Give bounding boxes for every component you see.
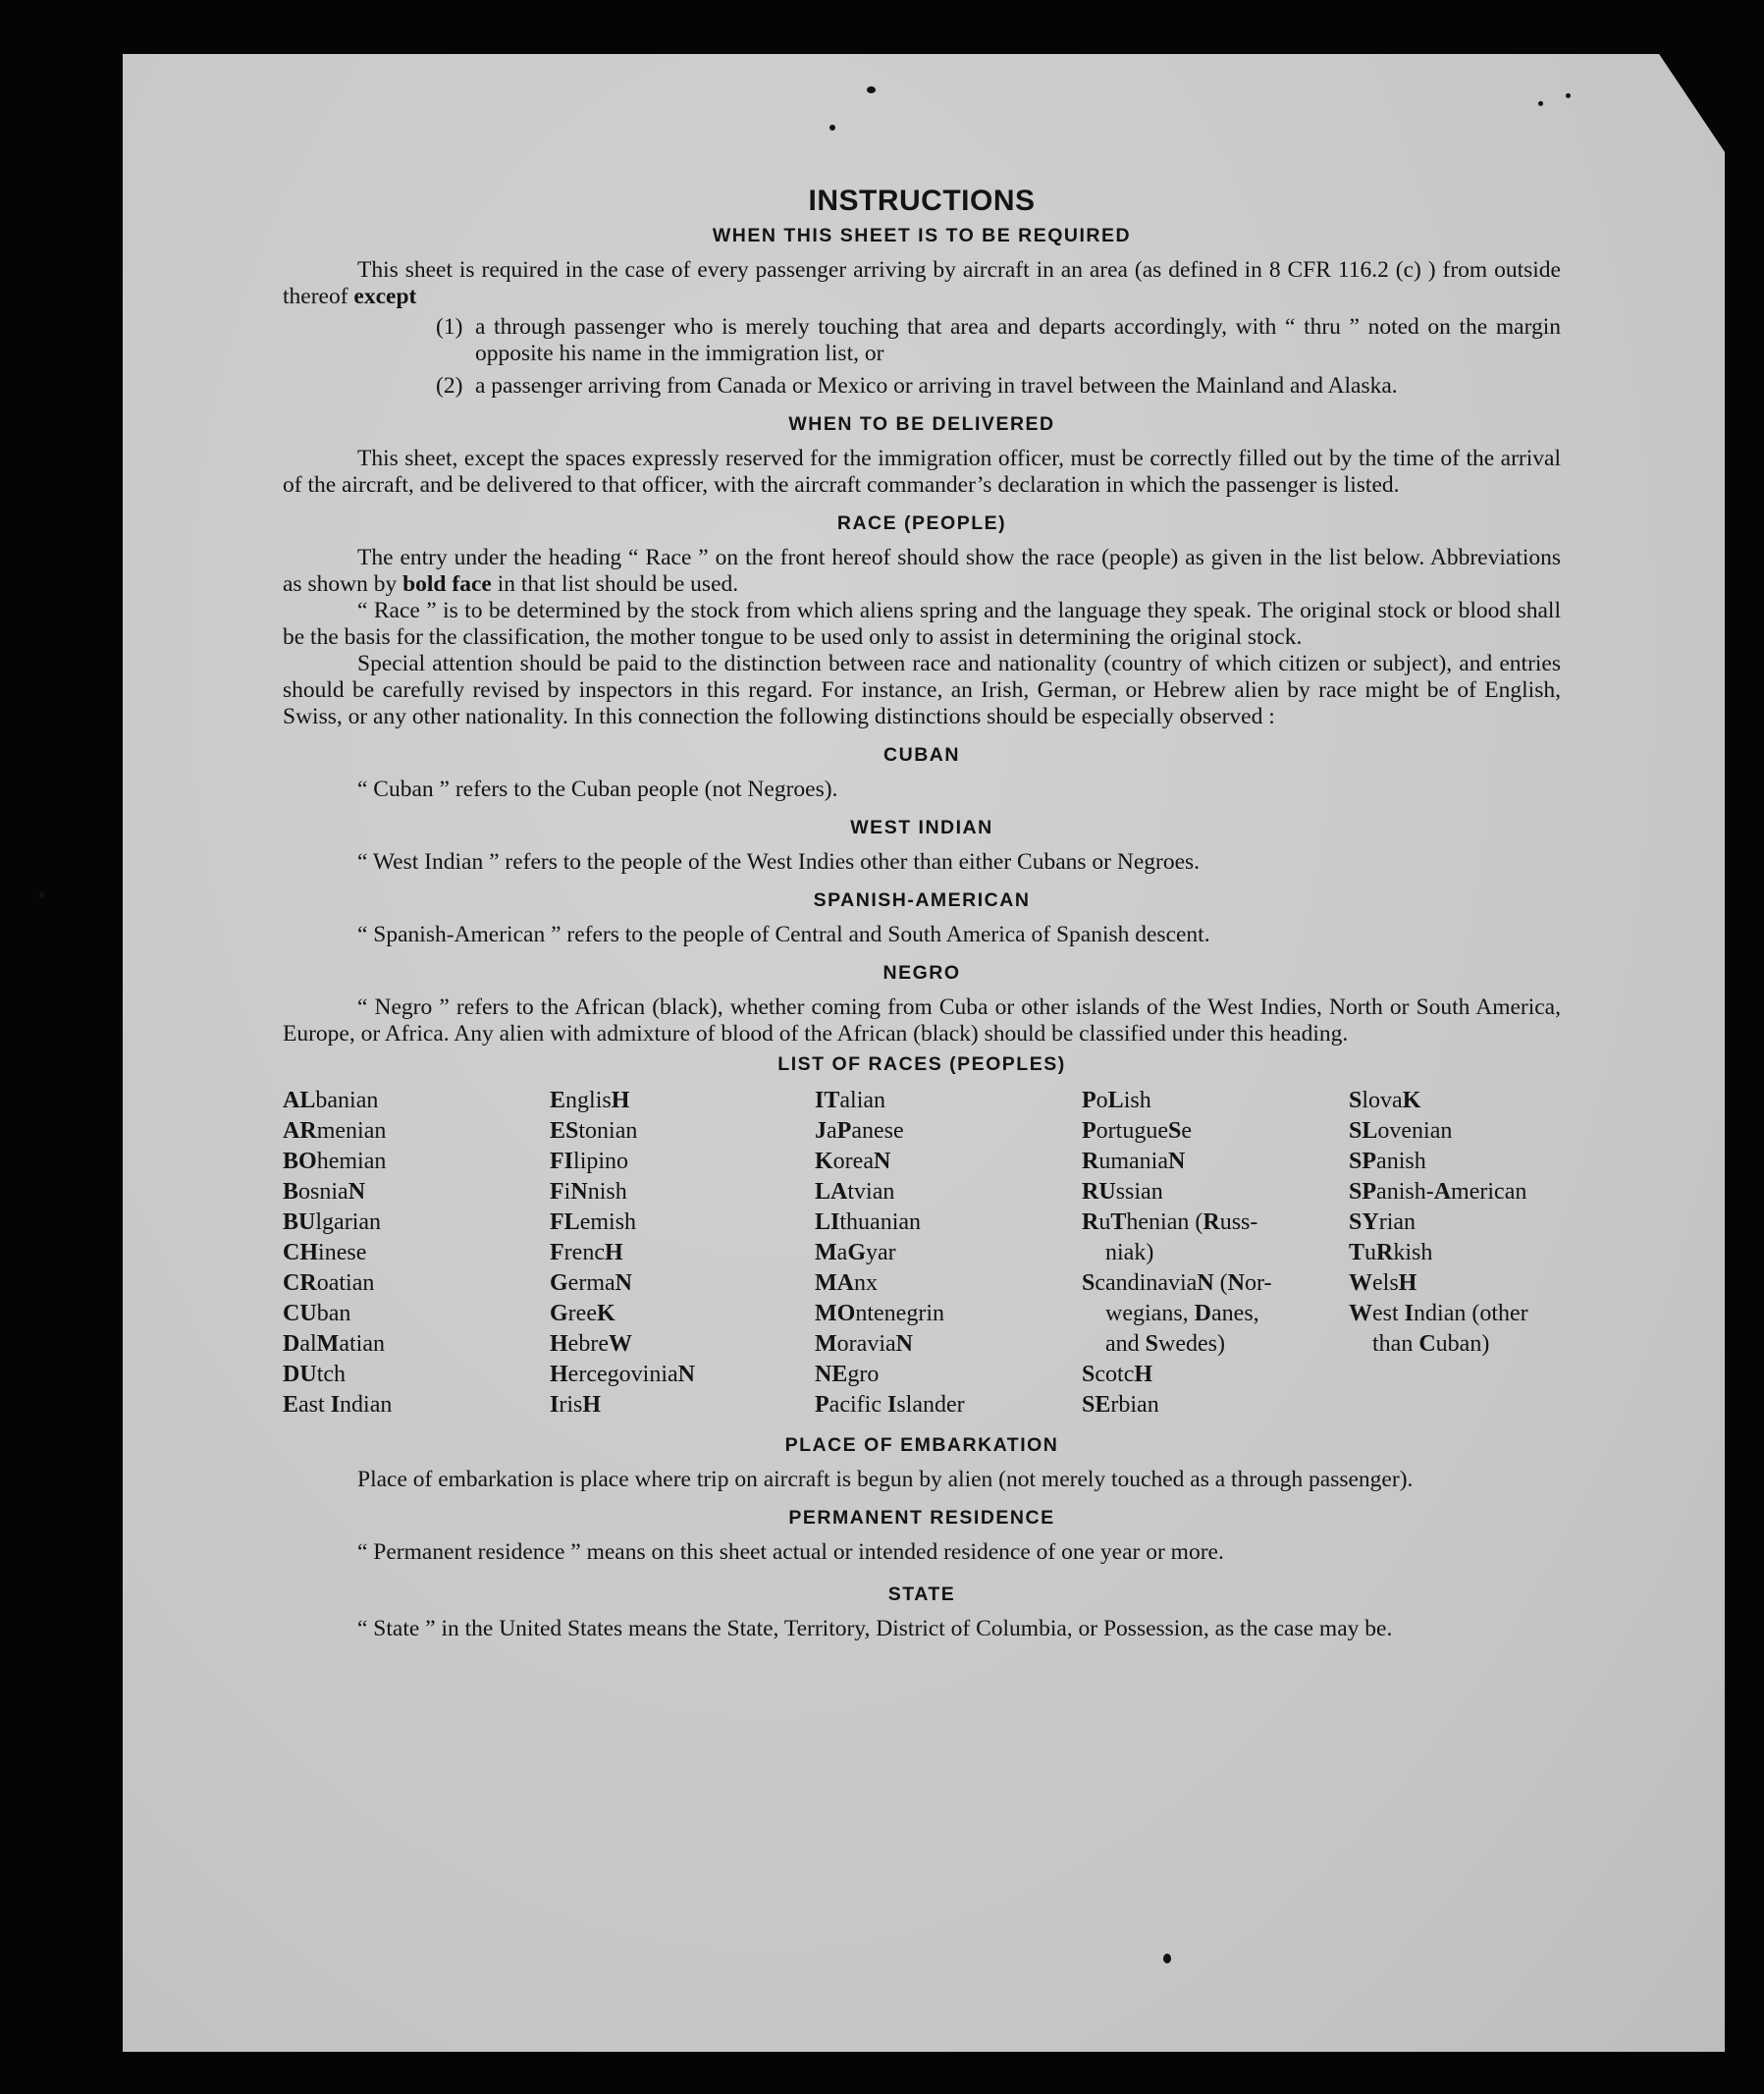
- section-heading-residence: PERMANENT RESIDENCE: [788, 1507, 1055, 1529]
- race-entry: SErbian: [1082, 1392, 1159, 1418]
- race-entry: East Indian: [283, 1392, 393, 1418]
- state-text: “ State ” in the United States means the State, Territory, District of Columbia, or Possession, as the case may be.: [357, 1616, 1393, 1641]
- section-heading-when-delivered: WHEN TO BE DELIVERED: [788, 413, 1055, 435]
- race-paragraph-2: “ Race ” is to be determined by the stock from which aliens spring and the language they speak. The original stock or blood shall be the basis for the classification, the mother tongue to be used only to assist in determining the original stock.: [283, 598, 1561, 650]
- race-entry: RuThenian (Russ-: [1082, 1209, 1258, 1235]
- race-entry: ScandinaviaN (Nor-: [1082, 1270, 1272, 1296]
- race-entry: NEgro: [815, 1362, 880, 1387]
- race-entry: BosniaN: [283, 1179, 366, 1205]
- race-entry: MOntenegrin: [815, 1301, 944, 1326]
- race-entry: TuRkish: [1349, 1240, 1433, 1265]
- race-entry: RUssian: [1082, 1179, 1163, 1205]
- race-entry: FLemish: [550, 1209, 637, 1235]
- race-entry: ScotcH: [1082, 1362, 1153, 1387]
- page-title: INSTRUCTIONS: [808, 185, 1036, 217]
- race-entry: ITalian: [815, 1088, 886, 1113]
- section-heading-negro: NEGRO: [882, 962, 961, 984]
- race-entry-continued: than Cuban): [1372, 1331, 1490, 1357]
- race-entry: CHinese: [283, 1240, 367, 1265]
- list-item: (2) a passenger arriving from Canada or Mexico or arriving in travel between the Mainland and Alaska.: [436, 373, 1398, 399]
- race-entry-continued: wegians, Danes,: [1105, 1301, 1259, 1326]
- spanish-american-text: “ Spanish-American ” refers to the people of Central and South America of Spanish descent.: [357, 922, 1210, 947]
- negro-text: “ Negro ” refers to the African (black), whether coming from Cuba or other islands of the West Indies, North or South America, Europe, or Africa. Any alien with admixture of blood of the African (black) should be classified under this heading.: [283, 994, 1561, 1047]
- race-entry: SlovaK: [1349, 1088, 1421, 1113]
- races-column-5: [1349, 1086, 1561, 1421]
- race-entry: ARmenian: [283, 1118, 387, 1144]
- race-entry: MAnx: [815, 1270, 878, 1296]
- west-indian-text: “ West Indian ” refers to the people of the West Indies other than either Cubans or Negroes.: [357, 849, 1201, 875]
- race-paragraph-3: Special attention should be paid to the distinction between race and nationality (country of which citizen or subject), and entries should be carefully revised by inspectors in this regard. For instance, an Irish, German, or Hebrew alien by race might be of English, Swiss, or any other nationality. In this connection the following distinctions should be especially observed :: [283, 651, 1561, 729]
- section-heading-spanish-american: SPANISH-AMERICAN: [813, 889, 1031, 911]
- section-heading-west-indian: WEST INDIAN: [850, 817, 993, 838]
- race-entry: SLovenian: [1349, 1118, 1453, 1144]
- races-column-3: [815, 1086, 1082, 1421]
- races-column-1: [283, 1086, 550, 1421]
- when-required-intro: This sheet is required in the case of every passenger arriving by aircraft in an area (as defined in 8 CFR 116.2 (c) ) from outside thereof except: [283, 257, 1561, 309]
- race-entry: LAtvian: [815, 1179, 895, 1205]
- speck: [39, 891, 44, 899]
- section-heading-embarkation: PLACE OF EMBARKATION: [784, 1434, 1059, 1456]
- race-entry: EnglisH: [550, 1088, 630, 1113]
- race-entry: Pacific Islander: [815, 1392, 965, 1418]
- race-entry-continued: niak): [1105, 1240, 1154, 1265]
- race-entry: SYrian: [1349, 1209, 1417, 1235]
- race-entry: West Indian (other: [1349, 1301, 1528, 1326]
- race-entry: PoLish: [1082, 1088, 1151, 1113]
- race-entry: MoraviaN: [815, 1331, 913, 1357]
- speck: [1538, 101, 1543, 106]
- race-entry: GreeK: [550, 1301, 615, 1326]
- race-entry: PortugueSe: [1082, 1118, 1193, 1144]
- race-entry: JaPanese: [815, 1118, 904, 1144]
- race-entry: CRoatian: [283, 1270, 375, 1296]
- race-entry: DalMatian: [283, 1331, 385, 1357]
- race-entry: MaGyar: [815, 1240, 896, 1265]
- speck: [867, 86, 876, 93]
- race-entry: HercegoviniaN: [550, 1362, 695, 1387]
- race-entry: BUlgarian: [283, 1209, 382, 1235]
- race-entry: RumaniaN: [1082, 1149, 1186, 1174]
- embarkation-text: Place of embarkation is place where trip on aircraft is begun by alien (not merely touched as a through passenger).: [357, 1467, 1414, 1492]
- speck: [829, 125, 835, 131]
- instructions-content: [283, 182, 1561, 1642]
- section-heading-list-of-races: LIST OF RACES (PEOPLES): [777, 1053, 1066, 1075]
- speck: [1163, 1954, 1171, 1963]
- race-entry: FiNnish: [550, 1179, 627, 1205]
- race-entry: HebreW: [550, 1331, 632, 1357]
- race-entry: LIthuanian: [815, 1209, 922, 1235]
- section-heading-state: STATE: [887, 1584, 956, 1605]
- race-entry-continued: and Swedes): [1105, 1331, 1226, 1357]
- residence-text: “ Permanent residence ” means on this sheet actual or intended residence of one year or more.: [357, 1539, 1224, 1565]
- section-heading-cuban: CUBAN: [883, 744, 960, 766]
- race-entry: GermaN: [550, 1270, 632, 1296]
- section-heading-when-required: WHEN THIS SHEET IS TO BE REQUIRED: [712, 225, 1132, 246]
- race-paragraph-1: The entry under the heading “ Race ” on the front hereof should show the race (people) as given in the list below. Abbreviations as shown by bold face in that list should be used.: [283, 545, 1561, 597]
- cuban-text: “ Cuban ” refers to the Cuban people (not Negroes).: [357, 777, 838, 802]
- race-entry: DUtch: [283, 1362, 347, 1387]
- list-item: (1) a through passenger who is merely touching that area and departs accordingly, with “ thru ” noted on the margin opposite his name in the immigration list, or: [436, 314, 1561, 366]
- section-heading-race: RACE (PEOPLE): [836, 512, 1007, 534]
- races-column-4: [1082, 1086, 1349, 1421]
- race-entry: IrisH: [550, 1392, 602, 1418]
- when-delivered-text: This sheet, except the spaces expressly reserved for the immigration officer, must be correctly filled out by the time of the arrival of the aircraft, and be delivered to that officer, with the aircraft commander’s declaration in which the passenger is listed.: [283, 446, 1561, 498]
- speck: [1566, 93, 1571, 98]
- race-entry: WelsH: [1349, 1270, 1417, 1296]
- race-entry: SPanish: [1349, 1149, 1426, 1174]
- races-list: [283, 1086, 1561, 1421]
- race-entry: FIlipino: [550, 1149, 629, 1174]
- race-entry: BOhemian: [283, 1149, 387, 1174]
- race-entry: SPanish-American: [1349, 1179, 1527, 1205]
- race-entry: KoreaN: [815, 1149, 891, 1174]
- race-entry: EStonian: [550, 1118, 638, 1144]
- races-column-2: [550, 1086, 815, 1421]
- race-entry: FrencH: [550, 1240, 623, 1265]
- race-entry: ALbanian: [283, 1088, 379, 1113]
- race-entry: CUban: [283, 1301, 351, 1326]
